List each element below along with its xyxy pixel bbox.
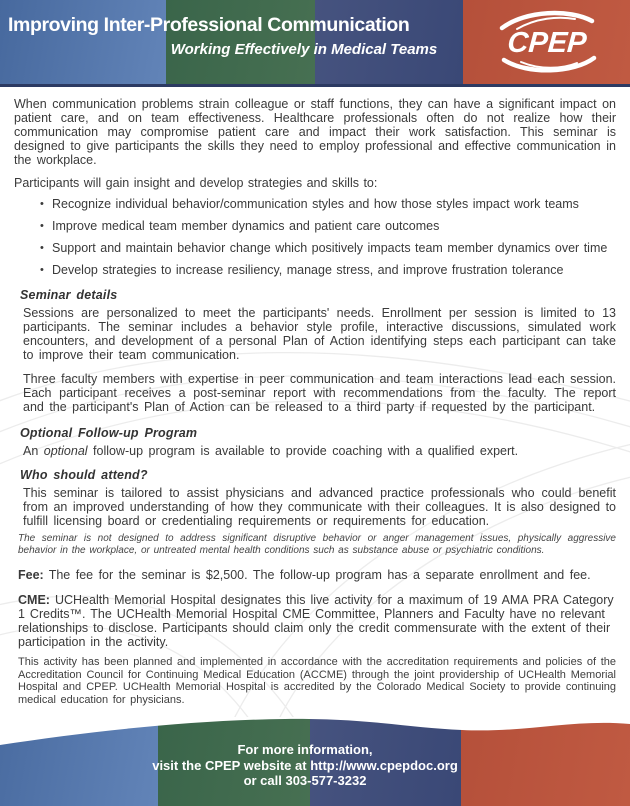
cme-label: CME:: [18, 593, 50, 607]
who-should-attend-heading: Who should attend?: [20, 468, 148, 482]
footer-line-2: [0, 758, 620, 774]
bullet-icon: •: [40, 198, 44, 210]
page-title: Improving Inter-Professional Communication: [8, 14, 410, 36]
list-item-text: Develop strategies to increase resiliency, manage stress, and improve frustration tolerance: [52, 263, 564, 277]
cpep-website-link[interactable]: http://www.cpepdoc.org: [310, 757, 458, 773]
page-subtitle: Working Effectively in Medical Teams: [170, 41, 438, 58]
footer-banner: [0, 718, 630, 806]
skills-lead-in: Participants will gain insight and develop strategies and skills to:: [14, 176, 378, 190]
followup-prefix: An: [23, 444, 44, 458]
followup-text: [23, 444, 616, 458]
bullet-icon: •: [40, 264, 44, 276]
accreditation-paragraph: This activity has been planned and implemented in accordance with the accreditation requirements and policies of the Accreditation Council for Continuing Medical Education (ACCME) through the joint providership of UCHealth Memorial Hospital and CPEP. UCHealth Memorial Hospital is accredited by the Colorado Medical Society to provide continuing medical education for physicians.: [18, 656, 616, 706]
list-item: [40, 241, 616, 255]
seminar-details-paragraph-1: Sessions are personalized to meet the participants' needs. Enrollment per session is limited to 13 participants. The seminar includes a behavior style profile, interactive discussions, simulated work encounters, and development of a personal Plan of Action identifying steps each participant can take to improve their team communication.: [23, 306, 616, 362]
list-item: [40, 263, 616, 277]
list-item: [40, 219, 616, 233]
seminar-scope-disclaimer: The seminar is not designed to address significant disruptive behavior or anger management issues, physically aggressive behavior in the workplace, or untreated mental health conditions such as substance abuse or psychiatric conditions.: [18, 533, 616, 556]
list-item-text: Improve medical team member dynamics and patient care outcomes: [52, 219, 440, 233]
list-item: [40, 197, 616, 211]
fee-label: Fee:: [18, 568, 44, 582]
list-item-text: Support and maintain behavior change which positively impacts team member dynamics over time: [52, 241, 608, 255]
who-should-attend-paragraph: This seminar is tailored to assist physicians and advanced practice professionals who could benefit from an improved understanding of how they communicate with their colleagues. It is also designed to fulfill licensing board or credentialing requirements or requirements for education.: [23, 486, 616, 528]
cpep-logo: [490, 8, 604, 78]
followup-emphasis: optional: [43, 444, 88, 458]
followup-heading: Optional Follow-up Program: [20, 426, 198, 440]
footer-line-3: or call 303-577-3232: [243, 773, 367, 788]
list-item-text: Recognize individual behavior/communication styles and how those styles impact work teams: [52, 197, 579, 211]
header-text-block: [8, 13, 460, 61]
document-body: [0, 87, 630, 706]
header-banner: [0, 0, 630, 87]
footer-line-1: For more information,: [237, 742, 373, 757]
logo-wordmark: CPEP: [506, 27, 588, 59]
footer-line-2-prefix: visit the CPEP website at: [152, 757, 311, 773]
intro-paragraph: When communication problems strain colleague or staff functions, they can have a significant impact on patient care, and on team effectiveness. Healthcare professionals often do not realize how their communication may compromise patient care and impact their work satisfaction. This seminar is designed to give participants the skills they need to employ professional and effective communication in the workplace.: [14, 97, 616, 167]
seminar-details-heading: Seminar details: [20, 288, 118, 302]
fee-line: [18, 568, 616, 582]
cme-text: UCHealth Memorial Hospital designates this live activity for a maximum of 19 AMA PRA Category 1 Credits™. The UCHealth Memorial Hospital CME Committee, Planners and Faculty have no relevant relationships to disclose. Participants should claim only the credit commensurate with the extent of their participation in the activity.: [18, 593, 614, 649]
seminar-details-paragraph-2: Three faculty members with expertise in peer communication and team interactions lead each session. Each participant receives a post-seminar report with recommendations from the faculty. The report and the participant's Plan of Action can be released to a third party if requested by the participant.: [23, 372, 616, 414]
footer-contact-block: [0, 742, 620, 789]
fee-text: The fee for the seminar is $2,500. The follow-up program has a separate enrollment and fee.: [48, 568, 591, 582]
followup-suffix: follow-up program is available to provide coaching with a qualified expert.: [87, 444, 519, 458]
cme-paragraph: [18, 593, 616, 649]
skills-list: [14, 197, 616, 277]
bullet-icon: •: [40, 220, 44, 232]
bullet-icon: •: [40, 242, 44, 254]
